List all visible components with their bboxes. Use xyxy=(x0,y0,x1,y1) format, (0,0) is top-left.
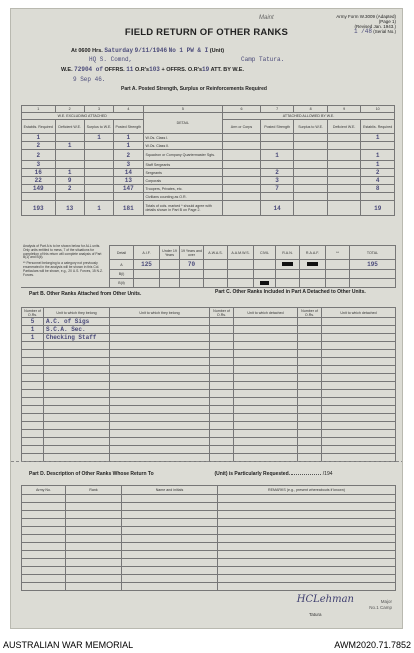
col-head: Surplus to W.E. xyxy=(84,120,113,134)
establis-required-cell: 2 xyxy=(22,142,56,150)
analysis-head: A.W.A.S. xyxy=(204,246,228,260)
col-number: 6 xyxy=(223,106,261,113)
part-c-head: Number of O.Rs. xyxy=(210,308,234,318)
part-b-head: Unit to which they belong xyxy=(110,308,210,318)
group-right-head: ATTACHED ALLOWED BY W.E. xyxy=(223,113,395,120)
ors2-value: 19 xyxy=(202,66,210,73)
part-d-date: /194 xyxy=(322,471,333,477)
analysis-row-label: B(ii) xyxy=(110,279,134,288)
signature-stamp xyxy=(369,599,392,611)
col-head: Posted Strength xyxy=(114,120,143,134)
att-establis-cell: 1 xyxy=(361,161,395,169)
offrs-value: 11 xyxy=(126,66,134,73)
analysis-note-text: Analysis of Part A is to be shown below for ALL units. Only units entitled to mess, 7 of the situations for completion of this return will complete analysis of Part B(1) and B(ii). xyxy=(23,244,102,260)
table-row xyxy=(22,177,395,185)
table-row xyxy=(22,169,395,177)
we-value: 72904 of xyxy=(74,66,103,73)
return-line-2 xyxy=(61,66,244,73)
detail-cell: W.Os. Class I. xyxy=(143,134,223,142)
part-d-table xyxy=(21,485,396,591)
form-number: Army Form W.3009 (Adapted) xyxy=(336,14,396,19)
table-row xyxy=(22,150,395,161)
form-title: FIELD RETURN OF OTHER RANKS xyxy=(124,27,289,38)
offrs-label: OFFRS. xyxy=(104,67,125,73)
att-posted-cell: 3 xyxy=(260,177,294,185)
part-b-head-row xyxy=(22,308,210,318)
deficient-cell: 1 xyxy=(55,142,84,150)
total-deficient-cell: 13 xyxy=(55,201,84,216)
part-b-table xyxy=(21,307,210,462)
col-number: 1 xyxy=(22,106,56,113)
part-c-head: Unit to which detached xyxy=(234,308,298,318)
surplus-cell xyxy=(84,169,113,177)
col-number: 3 xyxy=(84,106,113,113)
totals-detail-cell: Totals of cols. marked * should agree with details shown in Part B on Page 2. xyxy=(143,201,223,216)
analysis-row-label: B(i) xyxy=(110,270,134,279)
signature: HCLehman xyxy=(296,594,354,605)
part-b-count: 1 xyxy=(22,326,44,334)
footer-credit: AUSTRALIAN WAR MEMORIAL xyxy=(3,640,134,650)
part-d-head: Name and initials xyxy=(122,486,218,495)
footer-bar xyxy=(0,638,414,653)
part-c-head-row xyxy=(210,308,396,318)
day-value: Saturday xyxy=(104,47,134,54)
posted-strength-cell: 14 xyxy=(114,169,143,177)
att-posted-cell: 2 xyxy=(260,169,294,177)
analysis-note xyxy=(23,245,107,277)
return-line-1 xyxy=(71,47,224,54)
part-b-unit: A.C. of Sigs xyxy=(44,318,110,326)
group-head-row xyxy=(22,113,395,120)
serial-label: (Serial No.) xyxy=(373,29,396,34)
establis-required-cell: 3 xyxy=(22,161,56,169)
deficient-cell: 9 xyxy=(55,177,84,185)
deficient-cell xyxy=(55,134,84,142)
table-row xyxy=(22,326,210,334)
analysis-note-text-2: ** Personnel belonging to a category not previously enumerated in the analysis will be shown in this Col. Particulars will be shown, e.g., 20 U.S. Forces, 15 N.Z. Forces. xyxy=(23,261,103,277)
form-revised: (Revised Jan. 1943.) xyxy=(354,24,396,29)
att-posted-cell xyxy=(260,134,294,142)
col-number: 5 xyxy=(143,106,223,113)
part-d-head-row xyxy=(22,486,396,495)
analysis-row xyxy=(110,260,396,270)
detail-cell: Sergeants xyxy=(143,169,223,177)
totals-row xyxy=(22,201,395,216)
redaction-mark xyxy=(260,281,269,285)
part-b-unit: Checking Staff xyxy=(44,334,110,342)
location-a: HQ S. Comnd, xyxy=(89,56,133,63)
detail-cell: W.Os. Class II. xyxy=(143,142,223,150)
table-row xyxy=(22,334,210,342)
ors-value: 103 xyxy=(149,66,160,73)
aif-cell: 125 xyxy=(134,260,160,270)
analysis-table xyxy=(109,245,396,288)
part-c-head: Number of O.Rs. xyxy=(298,308,322,318)
col-head: Establis. Required xyxy=(22,120,56,134)
analysis-head: R.A.N. xyxy=(276,246,300,260)
col-number: 9 xyxy=(327,106,361,113)
part-d-title-b: (Unit) is Particularly Requested. xyxy=(214,471,291,477)
total-posted-cell: 181 xyxy=(114,201,143,216)
table-row xyxy=(22,161,395,169)
col-head: Establis. Required xyxy=(361,120,395,134)
analysis-row xyxy=(110,270,396,279)
table-row xyxy=(22,134,395,142)
date-value: 9/11/1946 xyxy=(134,47,168,54)
perforation-line xyxy=(11,461,403,462)
table-row xyxy=(22,142,395,150)
table-row xyxy=(22,185,395,193)
detail-cell: Civilians counting as O.R. xyxy=(143,193,223,201)
dated-value: 9 Sep 46. xyxy=(73,76,106,83)
surplus-cell: 1 xyxy=(84,134,113,142)
part-b-count: 5 xyxy=(22,318,44,326)
total-cell: 195 xyxy=(350,260,396,270)
att-posted-cell xyxy=(260,161,294,169)
col-number: 7 xyxy=(260,106,294,113)
att-establis-cell xyxy=(361,142,395,150)
part-d-title xyxy=(29,471,333,477)
part-b-head: Unit to which they belong xyxy=(44,308,110,318)
att-establis-cell: 2 xyxy=(361,169,395,177)
over19-cell: 70 xyxy=(180,260,204,270)
col-number: 4 xyxy=(114,106,143,113)
location-b: Camp Tatura. xyxy=(241,56,285,63)
detail-cell: Corporals xyxy=(143,177,223,185)
signature-rank: Major xyxy=(380,599,392,604)
analysis-head: A.I.F. xyxy=(134,246,160,260)
detail-head: DETAIL xyxy=(143,113,223,134)
establis-required-cell: 16 xyxy=(22,169,56,177)
posted-strength-cell: 1 xyxy=(114,134,143,142)
col-number: 8 xyxy=(294,106,328,113)
part-a-table xyxy=(21,105,395,216)
part-d-head: Army No. xyxy=(22,486,66,495)
posted-strength-cell: 147 xyxy=(114,185,143,193)
col-head: Arm or Corps xyxy=(223,120,261,134)
total-att-posted-cell: 14 xyxy=(260,201,294,216)
surplus-cell xyxy=(84,161,113,169)
att-establis-cell: 1 xyxy=(361,134,395,142)
analysis-head: TOTAL xyxy=(350,246,396,260)
document-sheet xyxy=(10,8,403,629)
redaction-mark xyxy=(282,262,293,266)
form-page: (Page 1) xyxy=(378,19,396,24)
analysis-head: A.A.M.W.S. xyxy=(228,246,254,260)
deficient-cell: 1 xyxy=(55,169,84,177)
unit-label: (Unit) xyxy=(209,48,225,54)
deficient-cell xyxy=(55,161,84,169)
part-c-title: Part C. Other Ranks Included in Part A Detached to Other Units. xyxy=(215,289,366,295)
signature-place: Tatura xyxy=(309,612,322,617)
part-d-head: REMARKS (e.g., present whereabouts if known) xyxy=(218,486,396,495)
part-a-title: Part A. Posted Strength, Surplus or Reinforcements Required xyxy=(121,86,267,92)
total-surplus-cell: 1 xyxy=(84,201,113,216)
col-head: Deficient W.E. xyxy=(55,120,84,134)
analysis-head: R.A.A.F. xyxy=(300,246,326,260)
total-att-establis-cell: 19 xyxy=(361,201,395,216)
col-head: Deficient W.E. xyxy=(327,120,361,134)
plus-sign: + xyxy=(161,67,165,73)
detail-cell: Staff Sergeants xyxy=(143,161,223,169)
att-posted-cell xyxy=(260,142,294,150)
at-hours: At 0600 Hrs. xyxy=(71,48,103,54)
surplus-cell xyxy=(84,150,113,161)
col-head: Surplus to W.E. xyxy=(294,120,328,134)
col-number: 10 xyxy=(361,106,395,113)
establis-required-cell: 2 xyxy=(22,150,56,161)
analysis-head: ** xyxy=(326,246,350,260)
part-b-title: Part B. Other Ranks Attached from Other Units. xyxy=(29,291,142,297)
surplus-cell xyxy=(84,177,113,185)
surplus-cell xyxy=(84,142,113,150)
deficient-cell: 2 xyxy=(55,185,84,193)
posted-strength-cell: 3 xyxy=(114,161,143,169)
ors2-label: O.R's xyxy=(187,67,203,73)
att-establis-cell: 4 xyxy=(361,177,395,185)
footer-accession-number: AWM2020.71.7852 xyxy=(334,640,411,650)
posted-strength-cell: 13 xyxy=(114,177,143,185)
detail-cell: Troopers, Privates, etc. xyxy=(143,185,223,193)
analysis-head: Detail xyxy=(110,246,134,260)
establis-required-cell: 1 xyxy=(22,134,56,142)
part-d-head: Rank xyxy=(66,486,122,495)
total-establis-cell: 193 xyxy=(22,201,56,216)
part-b-head: Number of O.Rs. xyxy=(22,308,44,318)
unit-value: No 1 PW & I xyxy=(168,47,209,54)
part-d-title-a: Part D. Description of Other Ranks Whose Return To xyxy=(29,471,154,477)
table-row xyxy=(22,193,395,201)
analysis-row-label: A xyxy=(110,260,134,270)
analysis-head: Under 19 Years xyxy=(160,246,180,260)
deficient-cell xyxy=(55,150,84,161)
establis-required-cell: 149 xyxy=(22,185,56,193)
att-posted-cell: 7 xyxy=(260,185,294,193)
detail-cell: Squadron or Company Quartermaster Sgts. xyxy=(143,150,223,161)
att-establis-cell: 8 xyxy=(361,185,395,193)
part-b-unit: S.C.A. Sec. xyxy=(44,326,110,334)
part-c-table xyxy=(209,307,396,462)
col-head: Posted Strength xyxy=(260,120,294,134)
posted-strength-cell: 1 xyxy=(114,142,143,150)
establis-required-cell: 22 xyxy=(22,177,56,185)
ors-label: O.R's xyxy=(134,67,150,73)
surplus-cell xyxy=(84,185,113,193)
posted-strength-cell: 2 xyxy=(114,150,143,161)
att-label: ATT. BY W.E. xyxy=(210,67,244,73)
group-left-head: W.E. EXCLUDING ATTACHED xyxy=(22,113,144,120)
pencil-annotation: Maint xyxy=(259,15,274,21)
serial-number: 1 /48 xyxy=(353,28,372,35)
offrs2-label: OFFRS. xyxy=(166,67,187,73)
we-label: W.E. xyxy=(61,67,73,73)
column-number-row xyxy=(22,106,395,113)
analysis-head: CIVIL xyxy=(254,246,276,260)
redaction-mark xyxy=(307,262,318,266)
analysis-head-row xyxy=(110,246,396,260)
part-c-head: Unit to which detached xyxy=(322,308,396,318)
table-row xyxy=(22,318,210,326)
analysis-head: 19 Years and over xyxy=(180,246,204,260)
signature-unit: No.1 Camp xyxy=(369,605,392,610)
col-number: 2 xyxy=(55,106,84,113)
part-b-count: 1 xyxy=(22,334,44,342)
att-establis-cell: 1 xyxy=(361,150,395,161)
att-posted-cell: 1 xyxy=(260,150,294,161)
